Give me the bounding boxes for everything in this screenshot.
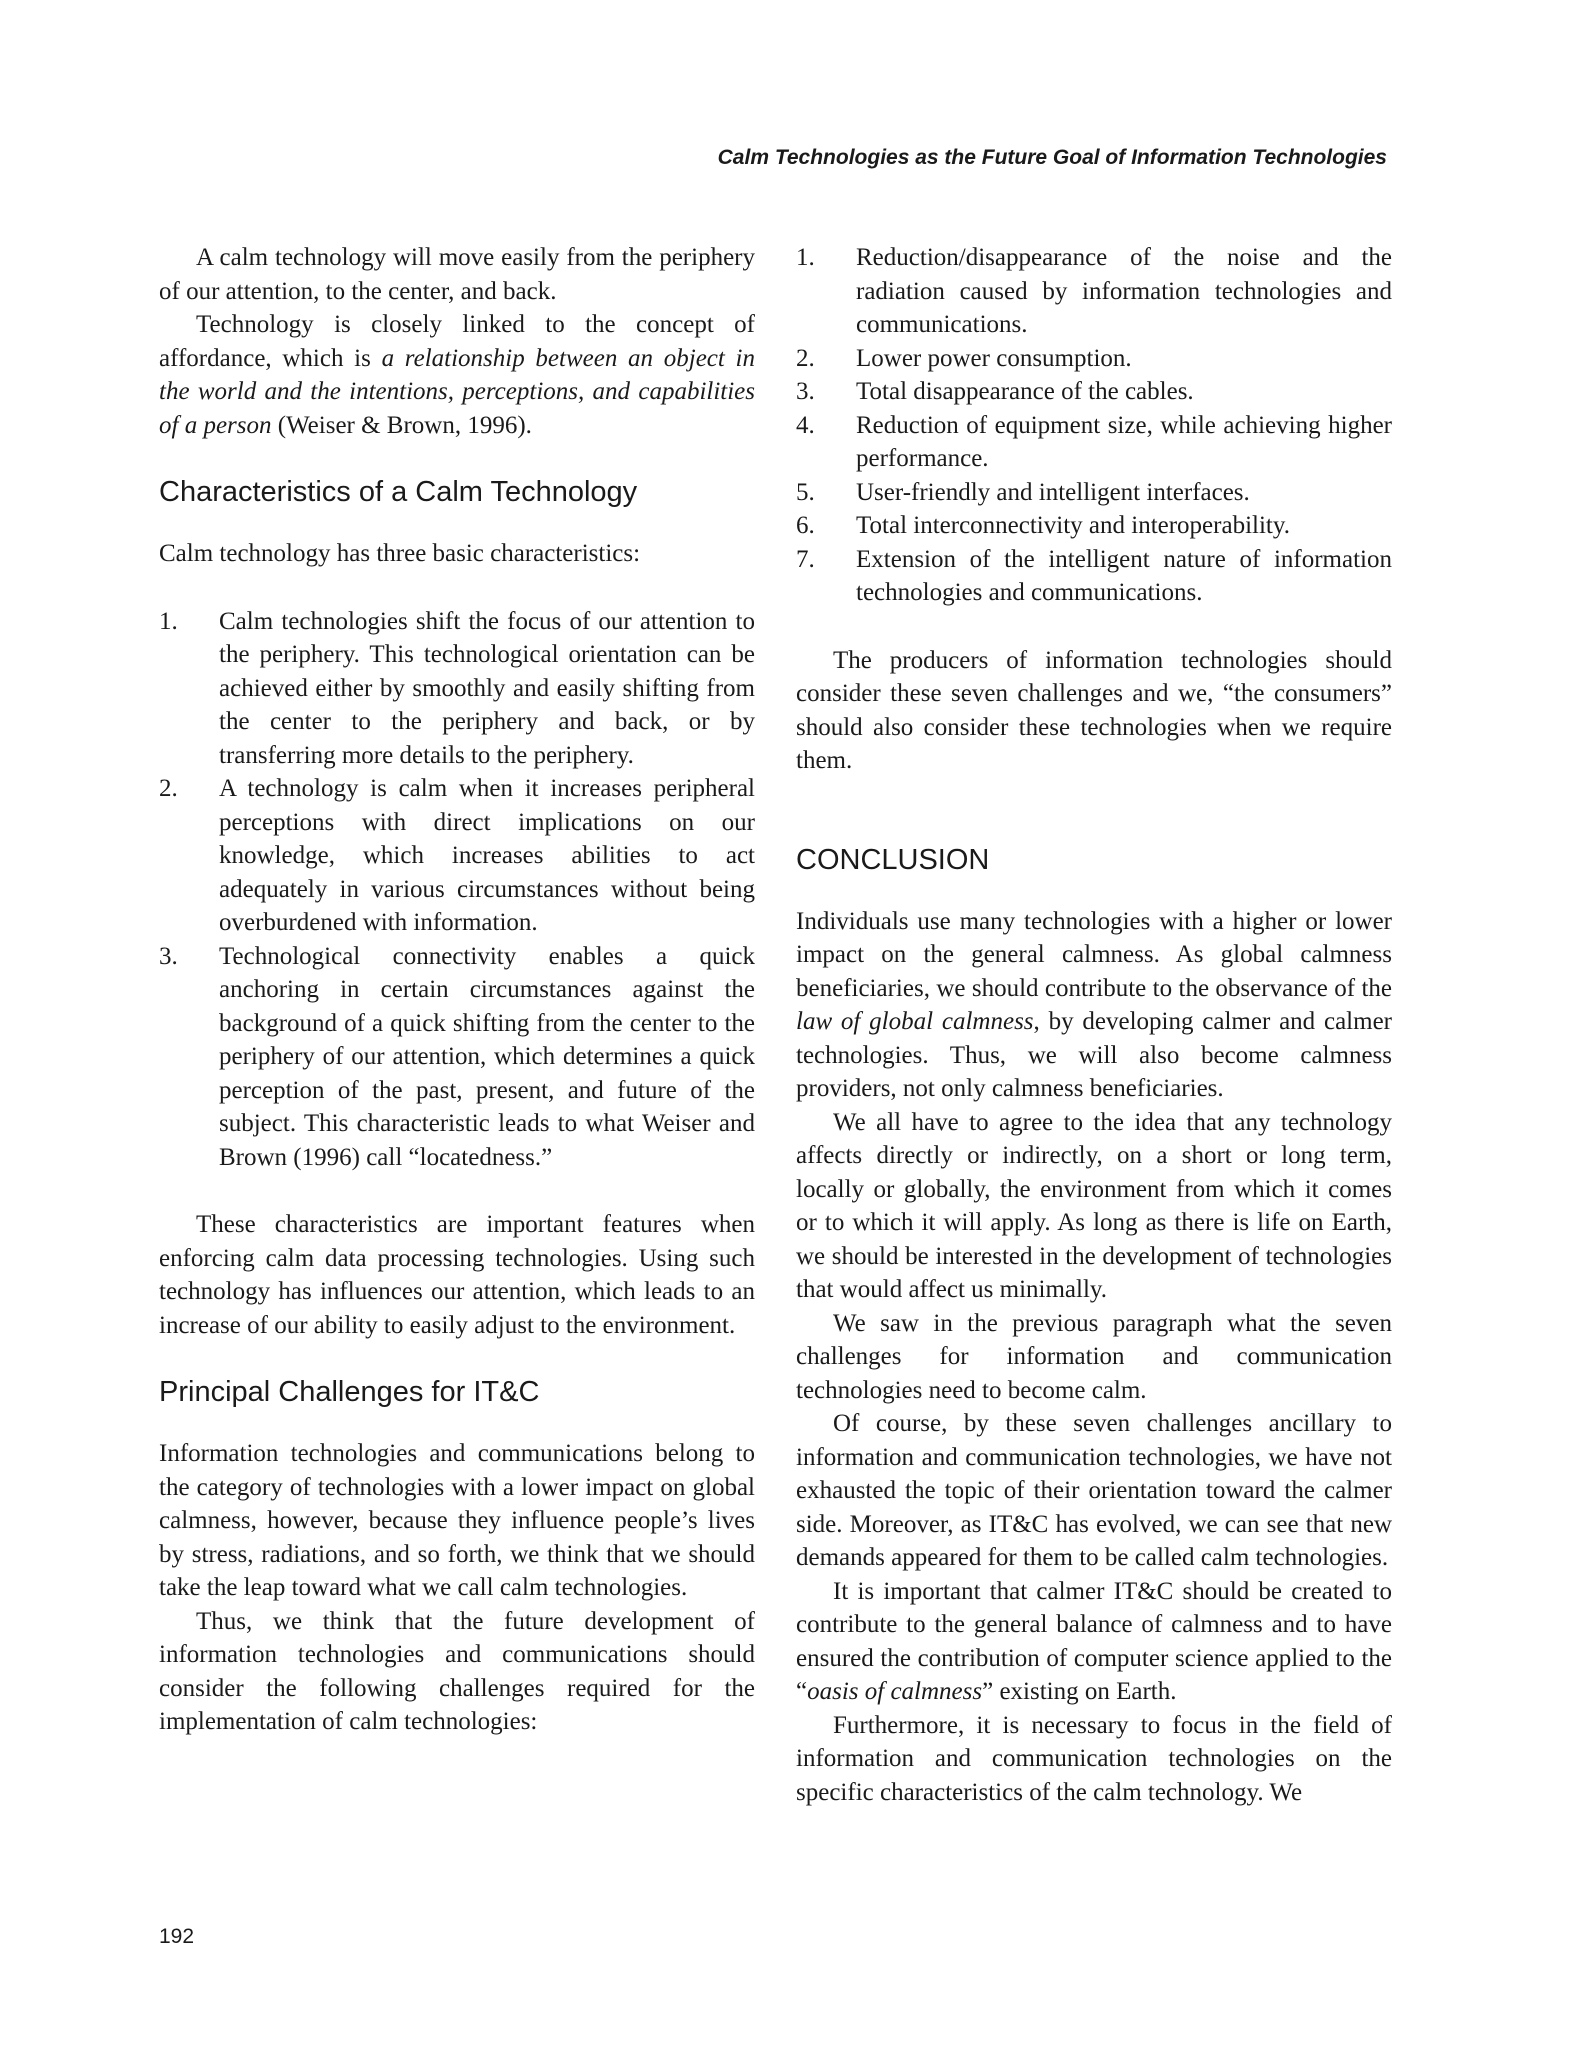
list-number: 6. (796, 512, 815, 539)
text-span: , by developing calmer and calmer technologies. Thus, we will also become calmness providers, not only calmness beneficiaries. (796, 1008, 1392, 1102)
text-span: ” existing on Earth. (982, 1678, 1177, 1705)
paragraph (796, 1575, 1392, 1709)
section-heading-conclusion: CONCLUSION (796, 843, 990, 876)
list-item (796, 543, 1392, 610)
list-text: Lower power consumption. (856, 344, 1132, 372)
paragraph: Information technologies and communications belong to the category of technologies with a lower impact on global calmness, however, because they influence people’s lives by stress, radiations, and so forth, we think that we should take the leap toward what we call calm technologies. (159, 1440, 755, 1601)
section-heading-characteristics: Characteristics of a Calm Technology (159, 476, 638, 508)
italic-span: a relationship between an object in the world and the intentions, perceptions, and capabilities of a person (159, 344, 755, 439)
list-item (796, 342, 1392, 376)
paragraph: Thus, we think that the future development of information technologies and communications should consider the following challenges required for the implementation of calm technologies: (159, 1607, 755, 1735)
list-text: Reduction of equipment size, while achieving higher performance. (856, 411, 1392, 472)
text-span: Individuals use many technologies with a higher or lower impact on the general calmness. As global calmness beneficiaries, we should contribute to the observance of the (796, 907, 1392, 1002)
list-text: A technology is calm when it increases peripheral perceptions with direct implications on our knowledge, which increases abilities to act adequately in various circumstances without being overburdened with information. (219, 775, 755, 936)
list-number: 4. (796, 411, 815, 439)
list-item (796, 241, 1392, 342)
list-item (796, 375, 1392, 409)
paragraph: We all have to agree to the idea that any technology affects directly or indirectly, on a short or long term, locally or globally, the environment from which it comes or to which it will apply. As long as there is life on Earth, we should be interested in the development of technologies that would affect us minimally. (796, 1108, 1392, 1303)
list-text: User-friendly and intelligent interfaces. (856, 478, 1250, 506)
paragraph: Furthermore, it is necessary to focus in the field of information and communication technologies on the specific characteristics of the calm technology. We (796, 1711, 1392, 1806)
list-number: 2. (796, 344, 815, 372)
list-text: Total interconnectivity and interoperability. (856, 512, 1290, 539)
running-head: Calm Technologies as the Future Goal of Information Technologies (717, 146, 1387, 169)
list-text: Total disappearance of the cables. (856, 378, 1194, 405)
list-text: Calm technologies shift the focus of our attention to the periphery. This technological orientation can be achieved either by smoothly and easily shifting from the center to the periphery and back, or by transferring more details to the periphery. (219, 607, 755, 769)
italic-span: law of global calmness (796, 1008, 1034, 1035)
paragraph: Of course, by these seven challenges ancillary to information and communication technologies, we have not exhausted the topic of their orientation toward the calmer side. Moreover, as IT&C has evolved, we can see that new demands appeared for them to be called calm technologies. (796, 1410, 1392, 1571)
list-item (159, 772, 755, 940)
list-number: 2. (159, 775, 178, 802)
paragraph (796, 905, 1392, 1106)
paragraph: A calm technology will move easily from the periphery of our attention, to the center, and back. (159, 244, 755, 305)
paragraph: These characteristics are important features when enforcing calm data processing technologies. Using such technology has influences our attention, which leads to an increase of our ability to easily adjust to the environment. (159, 1211, 755, 1339)
list-text: Reduction/disappearance of the noise and the radiation caused by information technologies and communications. (856, 244, 1392, 338)
list-number: 3. (159, 942, 178, 970)
page-number: 192 (159, 1925, 195, 1948)
list-item (159, 605, 755, 773)
list-number: 1. (796, 244, 815, 271)
list-text: Extension of the intelligent nature of information technologies and communications. (856, 545, 1392, 606)
right-column (796, 241, 1392, 1809)
list-item (796, 476, 1392, 510)
text-span: It is important that calmer IT&C should be created to contribute to the general balance of calmness and to have ensured the contribution of computer science applied to the “ (796, 1577, 1392, 1705)
text-span: Technology is closely linked to the concept of affordance, which is (159, 311, 755, 372)
list-number: 5. (796, 478, 815, 506)
list-number: 3. (796, 378, 815, 405)
italic-span: oasis of calmness (807, 1678, 983, 1705)
list-item (796, 509, 1392, 543)
list-number: 7. (796, 545, 815, 573)
paragraph: Calm technology has three basic characteristics: (159, 540, 641, 567)
list-number: 1. (159, 607, 178, 635)
list-item (159, 940, 755, 1175)
paragraph: We saw in the previous paragraph what the seven challenges for information and communication technologies need to become calm. (796, 1309, 1392, 1404)
paragraph (159, 308, 755, 442)
left-column (159, 241, 755, 1739)
characteristics-list (159, 605, 755, 1175)
text-span: (Weiser & Brown, 1996). (271, 411, 532, 439)
list-item (796, 409, 1392, 476)
paragraph: The producers of information technologies should consider these seven challenges and we, “the consumers” should also consider these technologies when we require them. (796, 646, 1392, 774)
challenges-list (796, 241, 1392, 610)
section-heading-challenges: Principal Challenges for IT&C (159, 1376, 540, 1408)
list-text: Technological connectivity enables a quick anchoring in certain circumstances against the background of a quick shifting from the center to the periphery of our attention, which determines a quick perception of the past, present, and future of the subject. This characteristic leads to what Weiser and Brown (1996) call “locatedness.” (219, 942, 755, 1171)
